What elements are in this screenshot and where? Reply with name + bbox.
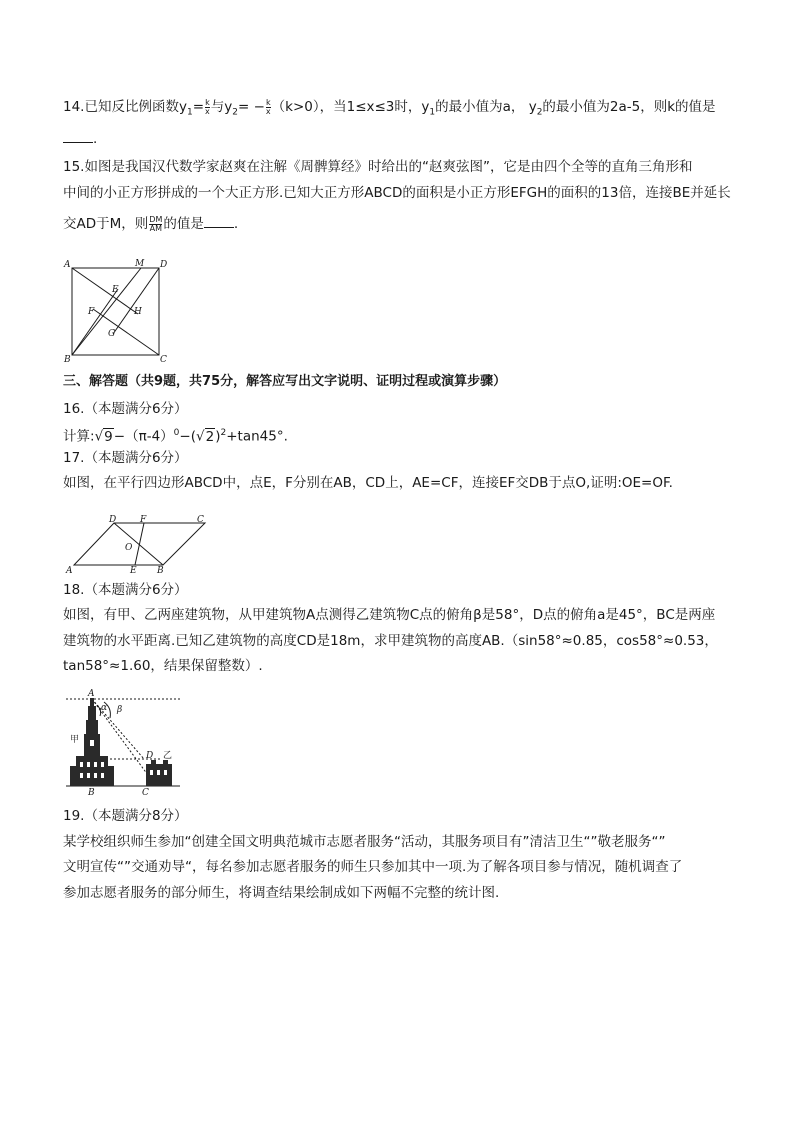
label-A: A — [64, 260, 71, 270]
q18-line1: 如图，有甲、乙两座建筑物，从甲建筑物A点测得乙建筑物C点的俯角β是58°，D点的俯角a是45°，BC是两座 — [63, 607, 716, 623]
q17-text: 如图，在平行四边形ABCD中，点E，F分别在AB，CD上，AE=CF，连接EF交DB于点O,证明:OE=OF. — [63, 475, 673, 491]
label-D: D — [160, 260, 168, 270]
label-B: B — [88, 788, 95, 798]
label-E: E — [112, 285, 119, 295]
q16-expression: 计算$:√9-(\pi-4)^0-(√2)^2+\tan 45^\circ$. — [63, 428, 288, 445]
label-D: D — [146, 751, 154, 761]
buildings-diagram — [62, 686, 184, 796]
q16-title: 16.（本题满分6分） — [63, 401, 188, 417]
label-yi: 乙 — [163, 751, 173, 761]
label-B: B — [64, 355, 71, 365]
q18-title: 18.（本题满分6分） — [63, 582, 188, 598]
label-F: F — [88, 307, 95, 317]
label-C: C — [160, 355, 167, 365]
label-beta: β — [117, 705, 123, 715]
label-E: E — [130, 566, 137, 576]
q15-line3: 交AD于M，则 $\frac{DM}{AM}$ 的值是 . — [63, 214, 239, 233]
q18-line2: 建筑物的水平距离.已知乙建筑物的高度CD是18m，求甲建筑物的高度AB.（sin58°≈0.85，cos58°≈0.53， — [63, 633, 718, 649]
label-C: C — [197, 515, 204, 525]
parallelogram-diagram — [65, 513, 215, 575]
label-M: M — [135, 259, 145, 269]
q19-line1: 某学校组织师生参加“创建全国文明典范城市志愿者服务“活动，其服务项目有”清洁卫生“”敬老服务“” — [63, 834, 666, 850]
q19-line2: 文明宣传“”交通劝导“，每名参加志愿者服务的师生只参加其中一项.为了解各项目参与情况，随机调查了 — [63, 859, 683, 875]
label-G: G — [108, 329, 116, 339]
q19-line3: 参加志愿者服务的部分师生，将调查结果绘制成如下两幅不完整的统计图. — [63, 885, 500, 901]
label-H: H — [134, 307, 142, 317]
q15-line2: 中间的小正方形拼成的一个大正方形.已知大正方形ABCD的面积是小正方形EFGH的面积的13倍，连接BE并延长 — [63, 185, 731, 201]
label-F: F — [140, 515, 147, 525]
label-A: A — [66, 566, 73, 576]
section-3-heading: 三、解答题（共9题，共75分，解答应写出文字说明、证明过程或演算步骤） — [63, 374, 507, 389]
q19-title: 19.（本题满分8分） — [63, 808, 188, 824]
q18-line3: tan58°≈1.60，结果保留整数）. — [63, 658, 263, 674]
label-jia: 甲 — [70, 735, 80, 745]
q14-line1: 14.已知反比例函数$y_1=$ $\frac{k}{x}$ 与$y_2=$ − $\frac{k}{x}$ （k>0），当1≤x≤3时，$y_1$的最小值为a， $y_2$的最小值为2a-5，则k的值是 — [63, 97, 716, 118]
label-O: O — [125, 543, 133, 553]
fraction-k-over-x: $\frac{k}{x}$ — [205, 97, 210, 116]
label-alpha: α — [101, 703, 108, 713]
label-D: D — [109, 515, 117, 525]
fraction-k-over-x-2: $\frac{k}{x}$ — [265, 97, 271, 116]
q14-answer-blank: . — [63, 130, 97, 148]
label-C: C — [142, 788, 149, 798]
q15-line1: 15.如图是我国汉代数学家赵爽在注解《周髀算经》时给出的“赵爽弦图”，它是由四个全等的直角三角形和 — [63, 159, 693, 175]
fraction-dm-over-am: $\frac{DM}{AM}$ — [149, 214, 163, 233]
label-B: B — [157, 566, 164, 576]
label-A: A — [88, 689, 95, 699]
zhao-shuang-diagram — [62, 258, 172, 366]
q17-title: 17.（本题满分6分） — [63, 450, 188, 466]
